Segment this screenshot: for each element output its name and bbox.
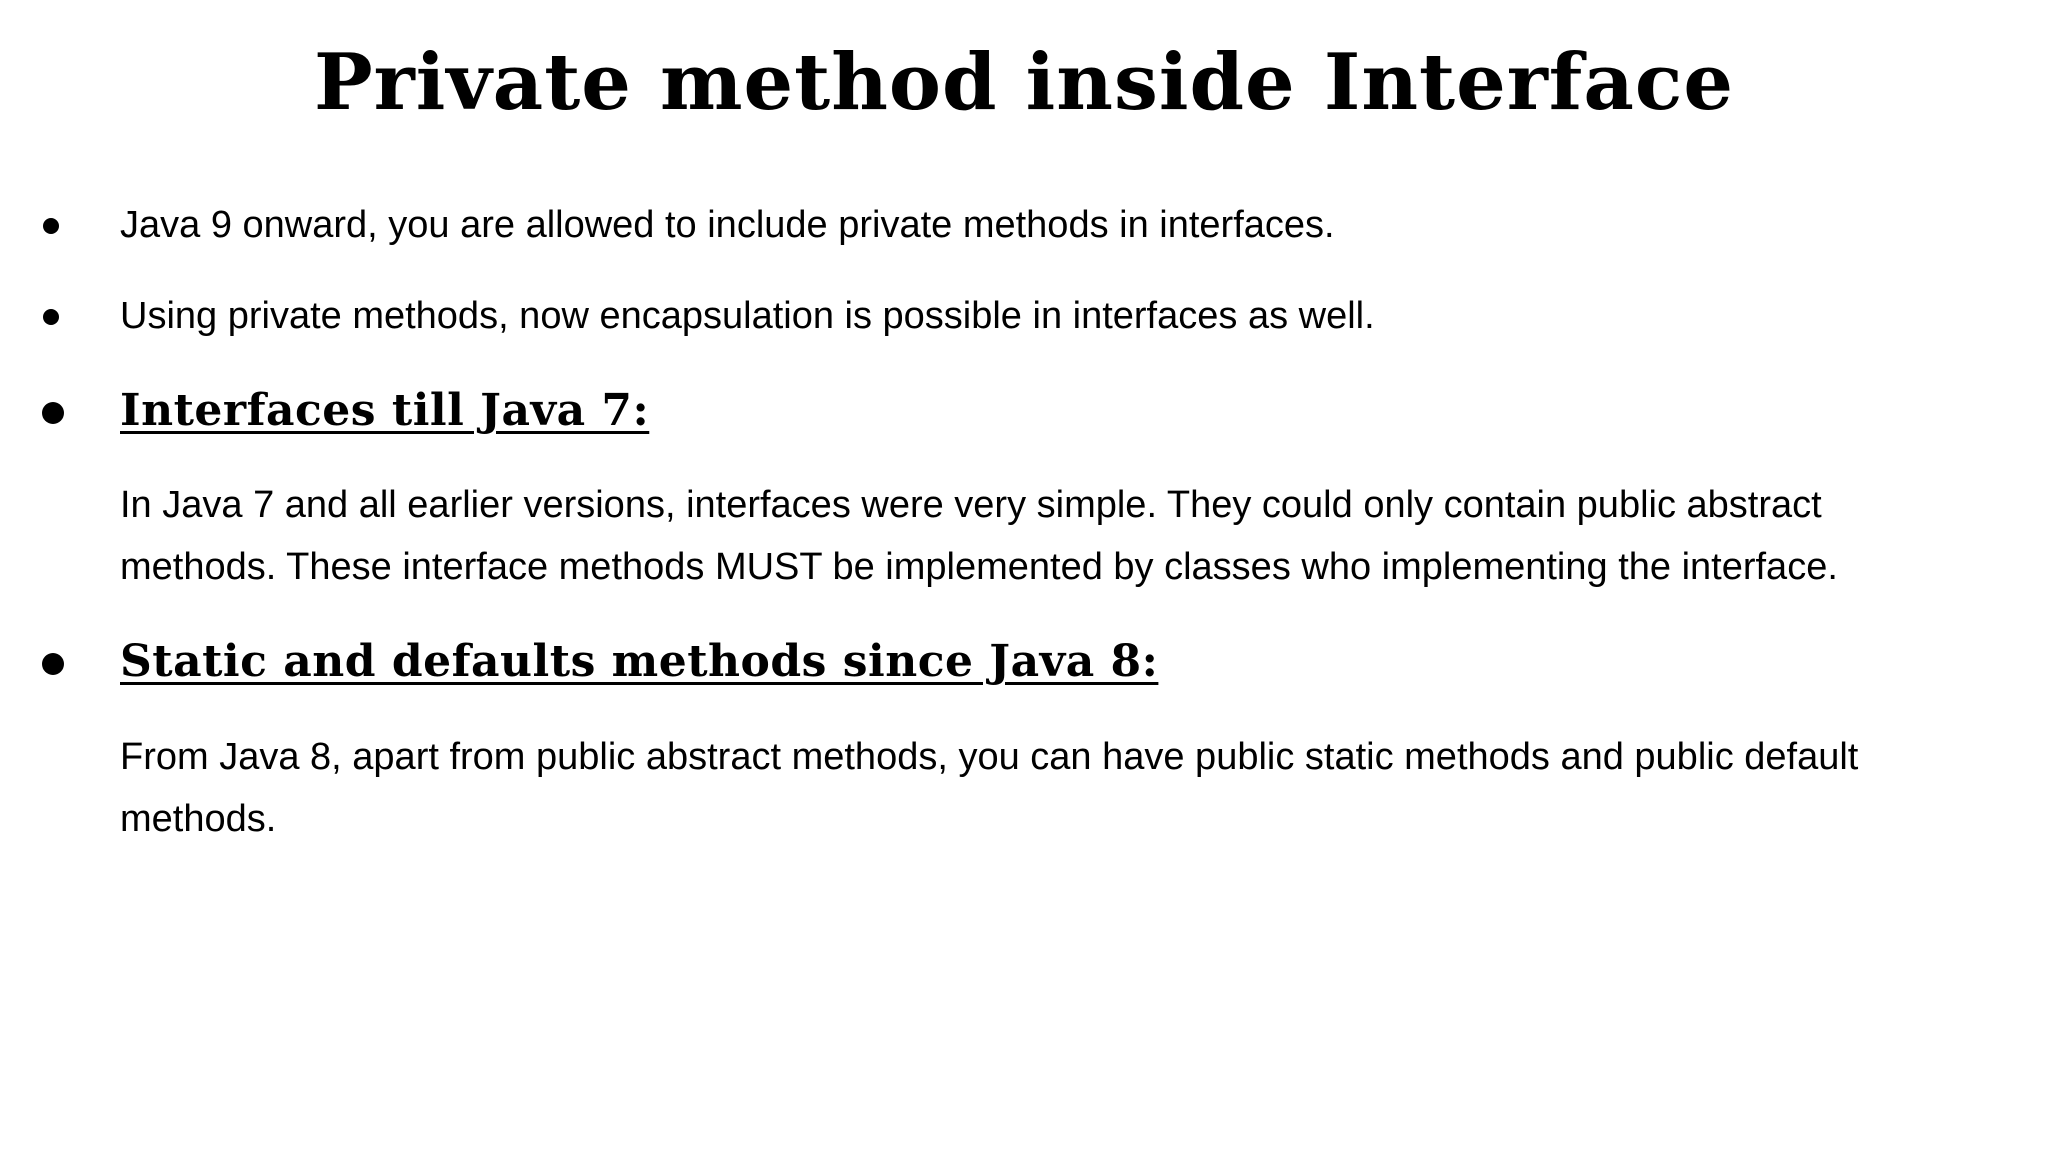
bullet-dot-icon: [42, 653, 64, 675]
section-heading: Static and defaults methods since Java 8:: [120, 636, 1159, 687]
paragraph-line: From Java 8, apart from public abstract methods, you can have public static methods and public default: [120, 736, 1859, 778]
slide-title: Private method inside Interface: [313, 37, 1735, 128]
bullet-text: Using private methods, now encapsulation is possible in interfaces as well.: [120, 295, 1375, 337]
paragraph-line: methods. These interface methods MUST be implemented by classes who implementing the interface.: [120, 546, 1838, 588]
bullet-dot-icon: [42, 402, 64, 424]
paragraph-line: methods.: [120, 798, 277, 840]
section-paragraph: [120, 474, 2020, 598]
section-heading: Interfaces till Java 7:: [120, 385, 650, 436]
paragraph-line: In Java 7 and all earlier versions, interfaces were very simple. They could only contain public abstract: [120, 484, 1822, 526]
bullet-text: Java 9 onward, you are allowed to include private methods in interfaces.: [120, 204, 1335, 246]
section-paragraph: [120, 726, 2020, 850]
bullet-dot-icon: [43, 218, 59, 234]
bullet-dot-icon: [43, 309, 59, 325]
